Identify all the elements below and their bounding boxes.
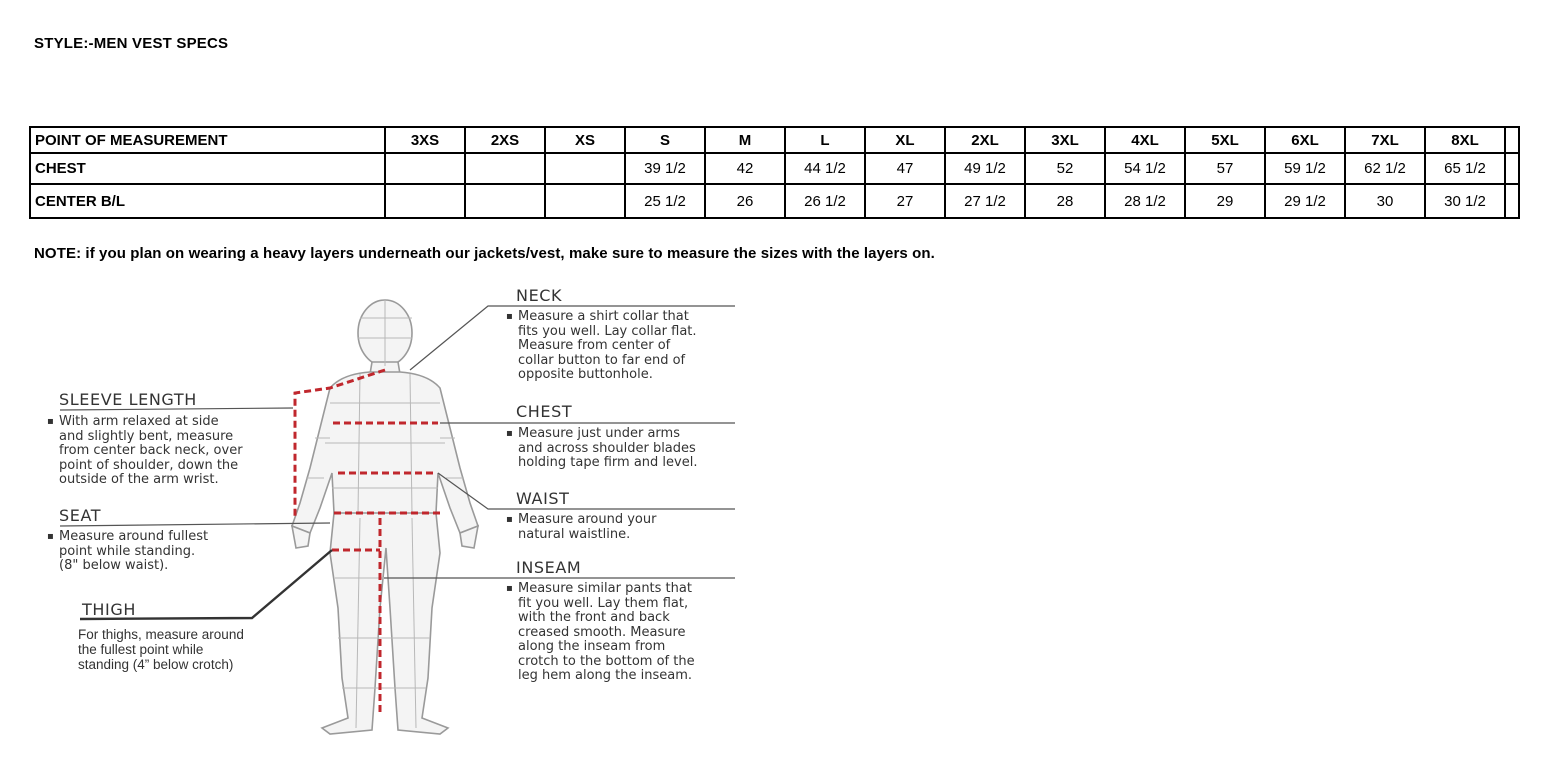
thigh-heading: THIGH: [82, 600, 136, 619]
inseam-description: ▪ Measure similar pants that fit you well. Lay them flat, with the front and back creased smooth. Measure along the inseam from crotch to the bottom of the leg hem along the inseam.: [518, 582, 695, 684]
table-cell: 28: [1025, 184, 1105, 218]
column-header-size: 7XL: [1345, 127, 1425, 153]
column-header-size: 3XL: [1025, 127, 1105, 153]
table-cell: 30: [1345, 184, 1425, 218]
row-label: CENTER B/L: [30, 184, 385, 218]
column-header-size: 8XL: [1425, 127, 1505, 153]
table-cell: [465, 153, 545, 184]
table-cell: 62 1/2: [1345, 153, 1425, 184]
table-cell: 30 1/2: [1425, 184, 1505, 218]
column-header-size: 6XL: [1265, 127, 1345, 153]
inseam-heading: INSEAM: [516, 558, 582, 577]
sleeve-length-heading: SLEEVE LENGTH: [59, 390, 197, 409]
table-cell: 29 1/2: [1265, 184, 1345, 218]
column-header-size: 3XS: [385, 127, 465, 153]
table-cell: 29: [1185, 184, 1265, 218]
table-cell: 26 1/2: [785, 184, 865, 218]
seat-description: ▪ Measure around fullest point while standing. (8" below waist).: [59, 530, 208, 574]
table-cell: 28 1/2: [1105, 184, 1185, 218]
thigh-description: For thighs, measure around the fullest point while standing (4” below crotch): [78, 627, 244, 672]
table-cell: 65 1/2: [1425, 153, 1505, 184]
chest-heading: CHEST: [516, 402, 573, 421]
page-title: STYLE:-MEN VEST SPECS: [34, 35, 229, 52]
row-label: CHEST: [30, 153, 385, 184]
column-header-size: 2XS: [465, 127, 545, 153]
table-cell: 54 1/2: [1105, 153, 1185, 184]
size-spec-table: [29, 126, 1520, 219]
measurement-guide-figure: [30, 278, 760, 748]
column-header-size: XL: [865, 127, 945, 153]
column-header-size: 5XL: [1185, 127, 1265, 153]
table-cell: 39 1/2: [625, 153, 705, 184]
neck-heading: NECK: [516, 286, 563, 305]
table-cell: 49 1/2: [945, 153, 1025, 184]
column-header-size: M: [705, 127, 785, 153]
column-header-point-of-measurement: POINT OF MEASUREMENT: [30, 127, 385, 153]
table-cell: 59 1/2: [1265, 153, 1345, 184]
column-header-size: XS: [545, 127, 625, 153]
table-cell: 27: [865, 184, 945, 218]
table-edge-cell: [1505, 127, 1519, 153]
table-cell: 25 1/2: [625, 184, 705, 218]
table-cell: 44 1/2: [785, 153, 865, 184]
table-cell: [385, 184, 465, 218]
table-row: [30, 153, 1519, 184]
table-row: [30, 184, 1519, 218]
table-cell: [545, 184, 625, 218]
waist-description: ▪ Measure around your natural waistline.: [518, 513, 656, 542]
table-cell: 42: [705, 153, 785, 184]
seat-heading: SEAT: [59, 506, 102, 525]
neck-description: ▪ Measure a shirt collar that fits you well. Lay collar flat. Measure from center of collar button to far end of opposite buttonhole.: [518, 310, 697, 383]
table-edge-cell: [1505, 153, 1519, 184]
column-header-size: S: [625, 127, 705, 153]
sleeve-length-description: ▪ With arm relaxed at side and slightly bent, measure from center back neck, over point of shoulder, down the outside of the arm wrist.: [59, 415, 243, 488]
table-cell: 27 1/2: [945, 184, 1025, 218]
table-cell: [385, 153, 465, 184]
column-header-size: 2XL: [945, 127, 1025, 153]
table-cell: [545, 153, 625, 184]
layering-note: NOTE: if you plan on wearing a heavy layers underneath our jackets/vest, make sure to measure the sizes with the layers on.: [34, 245, 935, 262]
table-cell: 52: [1025, 153, 1105, 184]
table-cell: 26: [705, 184, 785, 218]
table-cell: 57: [1185, 153, 1265, 184]
table-header-row: [30, 127, 1519, 153]
table-cell: [465, 184, 545, 218]
table-cell: 47: [865, 153, 945, 184]
table-edge-cell: [1505, 184, 1519, 218]
column-header-size: L: [785, 127, 865, 153]
chest-description: ▪ Measure just under arms and across shoulder blades holding tape firm and level.: [518, 427, 697, 471]
column-header-size: 4XL: [1105, 127, 1185, 153]
waist-heading: WAIST: [516, 489, 570, 508]
